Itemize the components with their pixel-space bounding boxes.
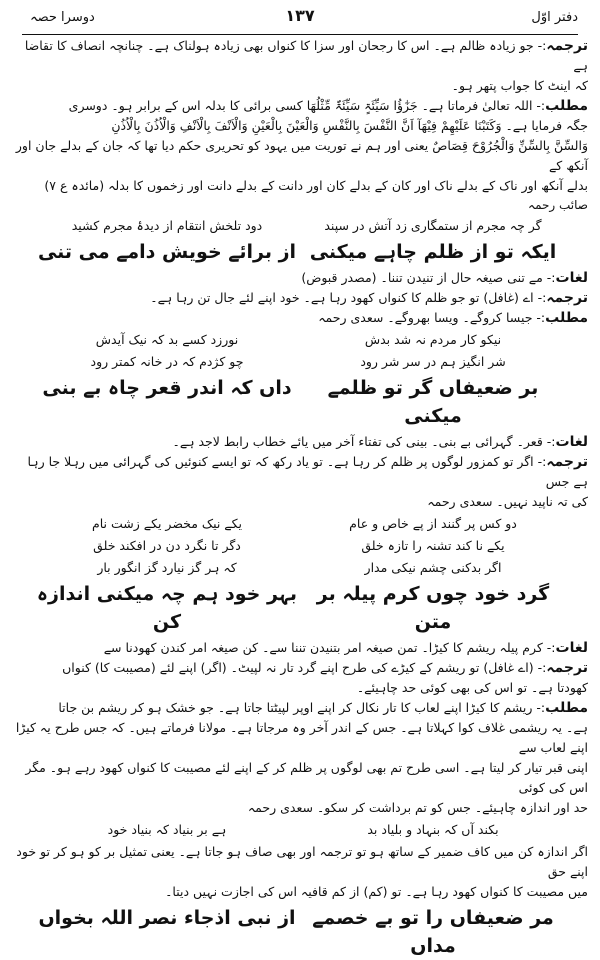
section-label: ترجمہ (546, 454, 588, 470)
verse-half: چو کژدم کہ در خانہ کمتر رود (90, 354, 244, 369)
poet-attribution: صائب رحمہ (528, 198, 588, 212)
header-rule (22, 34, 578, 35)
verse-half: نورزد کسے بد کہ نیک آیدش (95, 332, 239, 347)
verse-half: مر ضعیفاں را تو بے خصمے مداں (312, 907, 554, 957)
verse-couplet (12, 330, 588, 350)
paragraph-line: اگر اندازہ کن میں کاف ضمیر کے ساتھ ہو تو ترجمہ اور بھی صاف ہو جاتا ہے۔ یعنی تمثیل بر کو ہو کر تو خود اپنے حق (16, 844, 588, 879)
verse-couplet (12, 536, 588, 556)
verse-half: شر انگیز ہم در سر شر رود (360, 354, 506, 369)
verse-couplet (12, 352, 588, 372)
verse-half: ایکہ تو از ظلم چاہے میکنی (309, 241, 557, 263)
verse-couplet (12, 374, 588, 430)
translation-block: ترجمہ:- اے (غافل) تو جو ظلم کا کنواں کھود رہا ہے۔ خود اپنے لئے جال تن رہا ہے۔ (150, 290, 588, 306)
vocabulary-block: لغات:- کرم پیلہ ریشم کا کیڑا۔ تمن صیغہ امر بتنیدن تننا سے۔ کن صیغہ امر کندن کھودنا سے (103, 640, 588, 656)
part-title: دوسرا حصہ (30, 10, 95, 25)
verse-half: بکند آں کہ بنہاد و بلیاد بد (367, 822, 499, 837)
verse-half: اگر بدکنی چشم نیکی مدار (364, 560, 502, 575)
section-label: مطلب (545, 98, 588, 114)
paragraph-line: بدلے آنکھ اور ناک کے بدلے ناک اور کان کے بدلے کان اور دانت کے بدلے دانت اور زخموں کا بدلہ (مائدہ ع ۷) (44, 178, 588, 193)
verse-couplet (12, 216, 588, 236)
verse-half: دگر تا نگرد دن در افکند خلق (93, 538, 241, 553)
translation-block: ترجمہ:- اگر تو کمزور لوگوں پر ظلم کر رہا ہے۔ تو یاد رکھ کہ تو ایسے کنوئیں کی گہرائی میں رہلا جا رہا ہے جس (27, 454, 588, 489)
verse-half: داں کہ اندر قعر چاہ بے بنی (42, 377, 292, 399)
verse-half: یکے نیک مخضر یکے زشت نام (91, 516, 243, 531)
section-label: لغات (555, 434, 588, 450)
paragraph-line: حد اور اندازہ چاہیئے۔ جس کو تم برداشت کر سکو۔ سعدی رحمہ (247, 800, 588, 815)
verse-couplet (12, 238, 588, 266)
section-label: لغات (555, 640, 588, 656)
vocabulary-block: لغات:- مے تنی صیغہ حال از تنیدن تننا۔ (مصدر قبوض) (301, 270, 588, 286)
verse-couplet (12, 820, 588, 840)
paragraph-text: ریشم کا کیڑا اپنے لعاب کا تار نکال کر اپنے اوپر لپیٹتا جاتا ہے۔ جو خشک ہو کر ریشم بن جاتا (58, 700, 533, 715)
verse-couplet (12, 580, 588, 636)
paragraph-text: کرم پیلہ ریشم کا کیڑا۔ تمن صیغہ امر بتنیدن تننا سے۔ کن صیغہ امر کندن کھودنا سے (103, 640, 543, 655)
verse-half: دو کس پر گنند از پے خاص و عام (349, 516, 517, 531)
verse-half: گرد خود چوں کرم پیلہ بر متن (316, 583, 550, 633)
paragraph-line: کی تہ ناپید نہیں۔ سعدی رحمہ (427, 494, 588, 509)
verse-half: از برائے خویش دامے می تنی (37, 241, 297, 263)
verse-half: گر چہ مجرم از ستمگاری زد آتش در سپند (324, 218, 542, 233)
paragraph-text: جو زیادہ ظالم ہے۔ اس کا رجحان اور سزا کا کنواں بھی زیادہ ہولناک ہے۔ چنانچہ انصاف کا تقاضا ہے (24, 38, 588, 73)
paragraph-text: اگر تو کمزور لوگوں پر ظلم کر رہا ہے۔ تو یاد رکھ کہ تو ایسے کنوئیں کی گہرائی میں رہلا جا رہا ہے جس (27, 454, 588, 489)
paragraph-text: جیسا کروگے۔ ویسا بھروگے۔ سعدی رحمہ (318, 310, 533, 325)
translation-block: ترجمہ:- (اے غافل) تو ریشم کے کیڑے کی طرح اپنے گرد تار نہ لپیٹ۔ (اگر) اپنے لئے (مصیبت کا) کنواں (62, 660, 588, 676)
paragraph-text: (اے غافل) تو ریشم کے کیڑے کی طرح اپنے گرد تار نہ لپیٹ۔ (اگر) اپنے لئے (مصیبت کا) کنواں (62, 660, 534, 675)
paragraph-text: مے تنی صیغہ حال از تنیدن تننا۔ (مصدر قبوض) (301, 270, 543, 285)
verse-half: بر ضعیفاں گر تو ظلمے میکنی (327, 377, 539, 427)
translation-block: ترجمہ:- جو زیادہ ظالم ہے۔ اس کا رجحان اور سزا کا کنواں بھی زیادہ ہولناک ہے۔ چنانچہ انصاف کا تقاضا ہے (24, 38, 588, 73)
verse-half: یکے نا کند تشنہ را تازہ خلق (361, 538, 505, 553)
vocabulary-block: لغات:- قعر۔ گہرائی بے بنی۔ بینی کی تفتاء آخر میں یائے خطاب رابط لاجد ہے۔ (172, 434, 588, 450)
verse-half: بہر خود ہم چہ میکنی اندازہ کن (36, 583, 298, 633)
meaning-block: مطلب:- ریشم کا کیڑا اپنے لعاب کا تار نکال کر اپنے اوپر لپیٹتا جاتا ہے۔ جو خشک ہو کر ریشم بن جاتا (58, 700, 588, 716)
page-body (12, 36, 588, 960)
paragraph-line: اپنی قبر تیار کر لیتا ہے۔ اسی طرح تم بھی لوگوں پر ظلم کر کے اپنے لئے مصیبت کا کنواں کھود رہے ہو۔ مگر اس کی کوئی (25, 760, 588, 795)
meaning-block: مطلب:- اللہ تعالیٰ فرماتا ہے۔ جَزٰٓؤُا سَیِّئَۃٍ سَیِّئَۃٌ مِّثْلُھَا کسی برائی کا بدلہ اس کے برابر ہو۔ دوسری (68, 98, 588, 114)
paragraph-text: قعر۔ گہرائی بے بنی۔ بینی کی تفتاء آخر میں یائے خطاب رابط لاجد ہے۔ (172, 434, 543, 449)
paragraph-line: وَالسِّنَّ بِالسِّنِّ وَالْجُرُوْحَ قِصَاصٌ یعنی اور ہم نے توریت میں یہود کو تحریری حکم دیا تھا کہ جان کے بدلے جان اور آنکھ کے (15, 138, 588, 173)
paragraph-line: کہ اینٹ کا جواب پتھر ہو۔ (451, 78, 588, 93)
verse-couplet (12, 558, 588, 578)
page-number: ۱۳۷ (285, 6, 315, 25)
verse-couplet (12, 514, 588, 534)
paragraph-text: اللہ تعالیٰ فرماتا ہے۔ جَزٰٓؤُا سَیِّئَۃٍ سَیِّئَۃٌ مِّثْلُھَا کسی برائی کا بدلہ اس کے برابر ہو۔ دوسری (68, 98, 533, 113)
paragraph-line: کھودتا ہے۔ تو اس کی بھی کوئی حد چاہیئے۔ (356, 680, 588, 695)
paragraph-line: ہے۔ یہ ریشمی غلاف کوا کہلاتا ہے۔ جس کے اندر آخر وہ مرجاتا ہے۔ مولانا فرماتے ہیں۔ کہ جس طرح یہ کیڑا اپنے لعاب سے (15, 720, 588, 755)
section-label: مطلب (545, 310, 588, 326)
verse-half: دود تلخش انتقام از دیدۂ مجرم کشید (71, 218, 263, 233)
paragraph-line: میں مصیبت کا کنواں کھود رہا ہے۔ تو (کم) از کم قافیہ اس کی اجازت نہیں دیتا۔ (165, 884, 588, 899)
paragraph-line: جگہ فرمایا ہے۔ وَکَتَبْنَا عَلَیْھِمْ فِیْھَآ اَنَّ النَّفْسَ بِالنَّفْسِ وَالْعَیْنَ بِالْعَیْنِ وَالْاَنْفَ بِالْاَنْفِ وَالْاُذُنَ بِالْاُذُنِ (111, 118, 588, 133)
section-label: ترجمہ (546, 290, 588, 306)
section-label: مطلب (545, 700, 588, 716)
section-label: ترجمہ (546, 660, 588, 676)
paragraph-text: اے (غافل) تو جو ظلم کا کنواں کھود رہا ہے۔ خود اپنے لئے جال تن رہا ہے۔ (150, 290, 534, 305)
verse-half: کہ ہر گز نیارد گز انگور بار (97, 560, 237, 575)
page-header (12, 6, 588, 36)
verse-couplet (12, 904, 588, 960)
section-label: لغات (555, 270, 588, 286)
meaning-block: مطلب:- جیسا کروگے۔ ویسا بھروگے۔ سعدی رحمہ (318, 310, 588, 326)
volume-title: دفتر اوّل (531, 10, 578, 25)
section-label: ترجمہ (546, 38, 588, 54)
verse-half: ہے بر بنیاد کہ بنیاد خود (107, 822, 227, 837)
verse-half: نیکو کار مردم نہ شد بدش (364, 332, 502, 347)
verse-half: از نبی اذجاء نصر اللہ بخواں (38, 907, 296, 929)
